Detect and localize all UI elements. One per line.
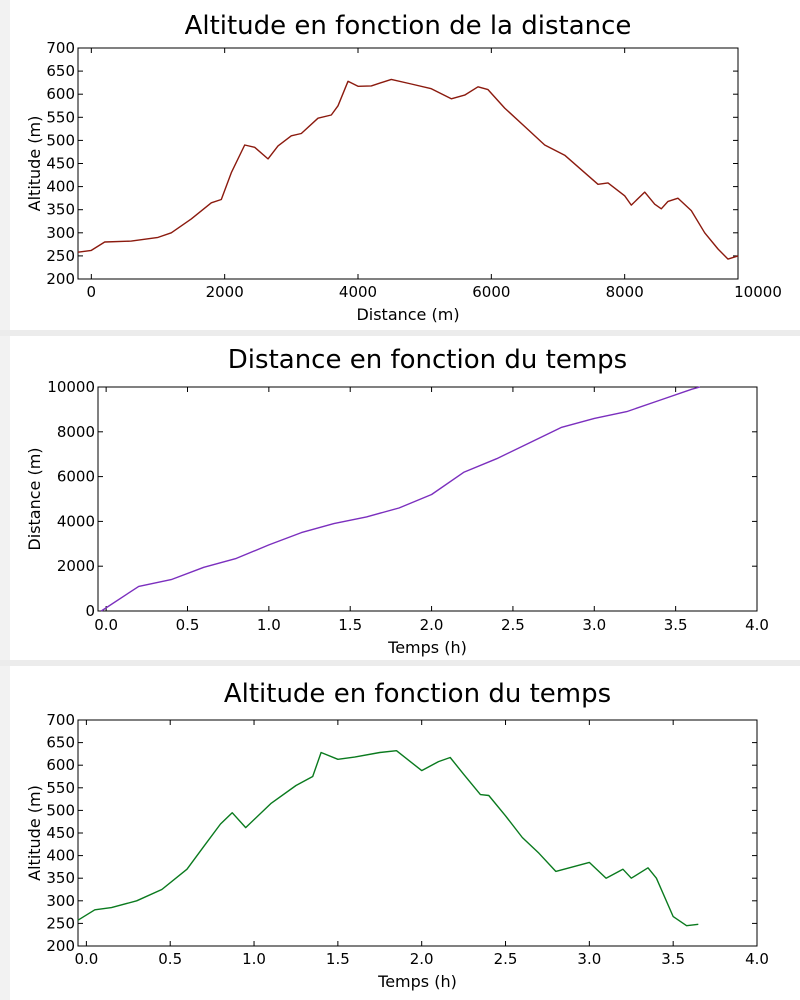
x-tick-label: 1.0 [256, 616, 281, 634]
y-tick-label: 600 [46, 85, 75, 104]
x-tick-label: 2.0 [409, 950, 434, 968]
x-tick-label: 2000 [205, 283, 244, 301]
y-tick-label: 600 [46, 756, 75, 775]
x-tick-label: 4.0 [745, 616, 769, 634]
x-tick-label: 0.0 [74, 950, 99, 968]
x-tick-label: 3.5 [663, 616, 688, 634]
y-axis-label: Altitude (m) [25, 115, 44, 212]
y-tick-label: 250 [46, 914, 75, 933]
y-tick-label: 400 [46, 177, 75, 196]
x-tick-label: 0.5 [158, 950, 183, 968]
y-tick-label: 650 [46, 62, 75, 81]
chart-panel-altitude-time [0, 666, 800, 1000]
plot-area [98, 387, 757, 611]
y-axis-label: Altitude (m) [25, 785, 44, 881]
y-tick-label: 2000 [56, 557, 95, 576]
x-tick-label: 6000 [472, 283, 511, 301]
x-tick-label: 4000 [338, 283, 378, 301]
chart-panel-distance-time [0, 336, 800, 660]
x-tick-label: 2.0 [419, 616, 444, 634]
x-tick-label: 0.0 [94, 616, 119, 634]
y-tick-label: 400 [46, 846, 75, 865]
y-tick-label: 500 [46, 801, 75, 820]
x-tick-label: 10000 [734, 283, 782, 301]
y-tick-label: 250 [46, 246, 75, 265]
x-tick-label: 8000 [605, 283, 644, 301]
y-tick-label: 10000 [47, 378, 95, 396]
x-tick-label: 2.5 [493, 950, 518, 968]
chart-title: Distance en fonction du temps [227, 345, 628, 375]
y-tick-label: 350 [46, 869, 75, 888]
x-axis-label: Temps (h) [388, 638, 467, 657]
plot-area [78, 720, 757, 946]
x-tick-label: 3.0 [582, 616, 607, 634]
y-tick-label: 300 [46, 891, 75, 910]
x-axis-label: Temps (h) [378, 972, 457, 991]
y-tick-label: 8000 [56, 422, 95, 441]
y-tick-label: 300 [46, 223, 75, 242]
y-axis-label: Distance (m) [25, 447, 44, 551]
chart-title: Altitude en fonction du temps [223, 679, 612, 709]
y-tick-label: 550 [46, 108, 75, 127]
y-tick-label: 350 [46, 200, 75, 219]
chart-altitude-time [0, 666, 800, 1000]
y-tick-label: 500 [46, 131, 75, 150]
y-tick-label: 0 [85, 602, 95, 620]
x-tick-label: 4.0 [745, 950, 769, 968]
y-tick-label: 200 [46, 937, 75, 955]
y-tick-label: 700 [46, 39, 75, 57]
chart-distance-time [0, 336, 800, 660]
y-tick-label: 700 [46, 711, 75, 729]
y-tick-label: 4000 [56, 512, 95, 531]
x-tick-label: 3.5 [661, 950, 686, 968]
chart-panel-altitude-distance [0, 0, 800, 330]
x-tick-label: 0 [86, 283, 97, 301]
x-tick-label: 3.0 [577, 950, 602, 968]
y-tick-label: 450 [46, 154, 75, 173]
y-tick-label: 200 [46, 270, 75, 288]
y-tick-label: 6000 [56, 467, 95, 486]
x-tick-label: 1.0 [242, 950, 266, 968]
y-tick-label: 550 [46, 778, 75, 797]
chart-altitude-distance [0, 0, 800, 330]
x-tick-label: 0.5 [175, 616, 200, 634]
x-tick-label: 1.5 [325, 950, 350, 968]
y-tick-label: 450 [46, 824, 75, 842]
x-tick-label: 1.5 [338, 616, 363, 634]
x-axis-label: Distance (m) [356, 305, 460, 324]
chart-title: Altitude en fonction de la distance [184, 11, 632, 41]
x-tick-label: 2.5 [500, 616, 525, 634]
y-tick-label: 650 [46, 733, 75, 752]
